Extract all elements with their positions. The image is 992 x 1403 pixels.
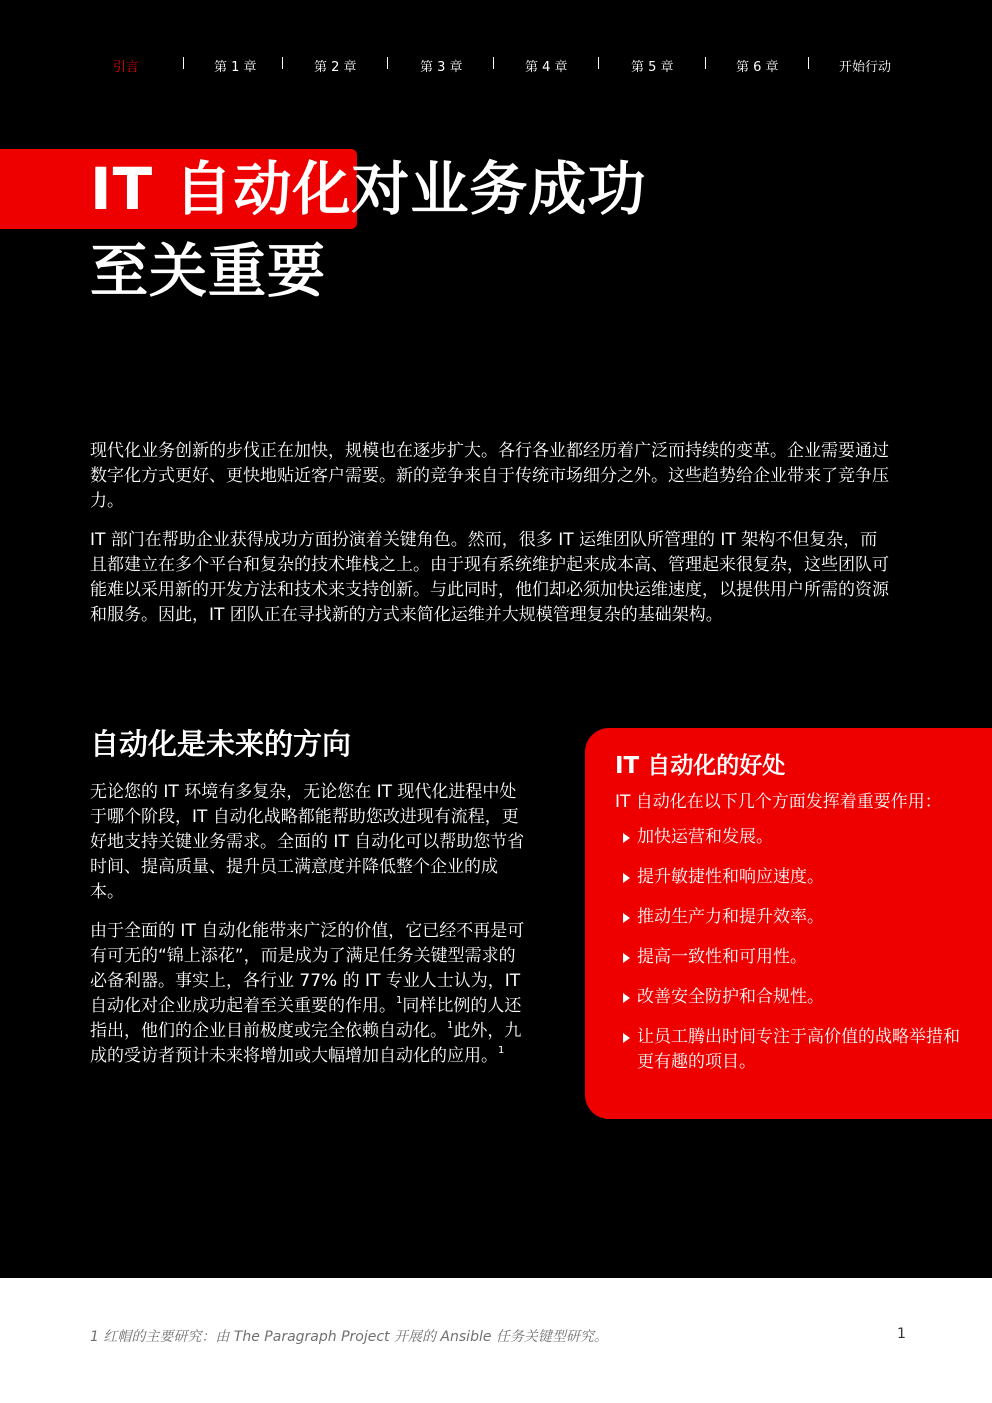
list-item [615, 945, 972, 970]
chapter-nav [0, 56, 992, 76]
title-rest: 对业务成功 [351, 155, 647, 223]
triangle-bullet-icon [623, 1033, 630, 1043]
nav-item-chapter-5[interactable]: 第 5 章 [631, 60, 674, 75]
nav-item-chapter-2[interactable]: 第 2 章 [314, 60, 357, 75]
triangle-bullet-icon [623, 953, 630, 963]
title-line-2: 至关重要 [90, 237, 327, 305]
nav-item-chapter-6[interactable]: 第 6 章 [736, 60, 779, 75]
section-text-c: 此外，九成的受访者预计未来将增加或大幅增加自动化的应用。 [90, 1021, 522, 1066]
list-item [615, 865, 972, 890]
nav-separator [387, 57, 388, 69]
section-paragraph-2 [90, 919, 530, 1069]
intro-text [90, 439, 890, 628]
list-item [615, 1025, 972, 1075]
title-highlight: IT 自动化 [90, 155, 352, 223]
footnote-ref[interactable]: 1 [447, 1020, 454, 1031]
footnote-ref[interactable]: 1 [498, 1045, 505, 1056]
nav-item-chapter-4[interactable]: 第 4 章 [525, 60, 568, 75]
nav-separator [705, 57, 706, 69]
nav-item-chapter-1[interactable]: 第 1 章 [214, 60, 257, 75]
section-text-a: 由于全面的 IT 自动化能带来广泛的价值，它已经不再是可有可无的“锦上添花”，而是成为了满足任务关键型需求的必备利器。事实上，各行业 77% 的 IT 专业人士认为，IT 自动化对企业成功起着至关重要的作用。 [90, 921, 525, 1016]
footnote-ref[interactable]: 1 [396, 995, 403, 1006]
list-item-text: 提升敏捷性和响应速度。 [637, 867, 824, 887]
benefits-list [615, 825, 972, 1075]
triangle-bullet-icon [623, 913, 630, 923]
triangle-bullet-icon [623, 833, 630, 843]
nav-separator [598, 57, 599, 69]
section-text-b: 同样比例的人还指出，他们的企业目前极度或完全依赖自动化。 [90, 996, 522, 1041]
section-heading: 自动化是未来的方向 [90, 727, 352, 761]
nav-item-intro[interactable]: 引言 [113, 60, 140, 75]
benefits-callout [585, 728, 992, 1119]
nav-separator [183, 57, 184, 69]
nav-separator [282, 57, 283, 69]
list-item [615, 905, 972, 930]
intro-paragraph-2: IT 部门在帮助企业获得成功方面扮演着关键角色。然而，很多 IT 运维团队所管理的 IT 架构不但复杂，而且都建立在多个平台和复杂的技术堆栈之上。由于现有系统维护起来成本高、管理起来很复杂，这些团队可能难以采用新的开发方法和技术来支持创新。与此同时，他们却必须加快运维速度，以提供用户所需的资源和服务。因此，IT 团队正在寻找新的方式来简化运维并大规模管理复杂的基础架构。 [90, 530, 889, 625]
section-paragraph-1: 无论您的 IT 环境有多复杂，无论您在 IT 现代化进程中处于哪个阶段，IT 自动化战略都能帮助您改进现有流程，更好地支持关键业务需求。全面的 IT 自动化可以帮助您节省时间、提高质量、提升员工满意度并降低整个企业的成本。 [90, 782, 525, 902]
nav-item-get-started[interactable]: 开始行动 [839, 60, 892, 75]
page-title [90, 149, 646, 311]
list-item-text: 改善安全防护和合规性。 [637, 987, 824, 1007]
section-body [90, 780, 530, 1069]
list-item-text: 推动生产力和提升效率。 [637, 907, 824, 927]
list-item [615, 825, 972, 850]
triangle-bullet-icon [623, 993, 630, 1003]
footnote: 1 红帽的主要研究：由 The Paragraph Project 开展的 Ansible 任务关键型研究。 [90, 1329, 608, 1345]
callout-lead: IT 自动化在以下几个方面发挥着重要作用： [615, 792, 942, 812]
list-item-text: 让员工腾出时间专注于高价值的战略举措和更有趣的项目。 [637, 1027, 960, 1072]
list-item-text: 提高一致性和可用性。 [637, 947, 807, 967]
list-item [615, 985, 972, 1010]
callout-heading: IT 自动化的好处 [615, 753, 786, 779]
page-number: 1 [897, 1326, 906, 1342]
nav-separator [493, 57, 494, 69]
triangle-bullet-icon [623, 873, 630, 883]
nav-item-chapter-3[interactable]: 第 3 章 [420, 60, 463, 75]
nav-separator [808, 57, 809, 69]
list-item-text: 加快运营和发展。 [637, 827, 773, 847]
intro-paragraph-1: 现代化业务创新的步伐正在加快，规模也在逐步扩大。各行各业都经历着广泛而持续的变革。企业需要通过数字化方式更好、更快地贴近客户需要。新的竞争来自于传统市场细分之外。这些趋势给企业带来了竞争压力。 [90, 441, 889, 511]
